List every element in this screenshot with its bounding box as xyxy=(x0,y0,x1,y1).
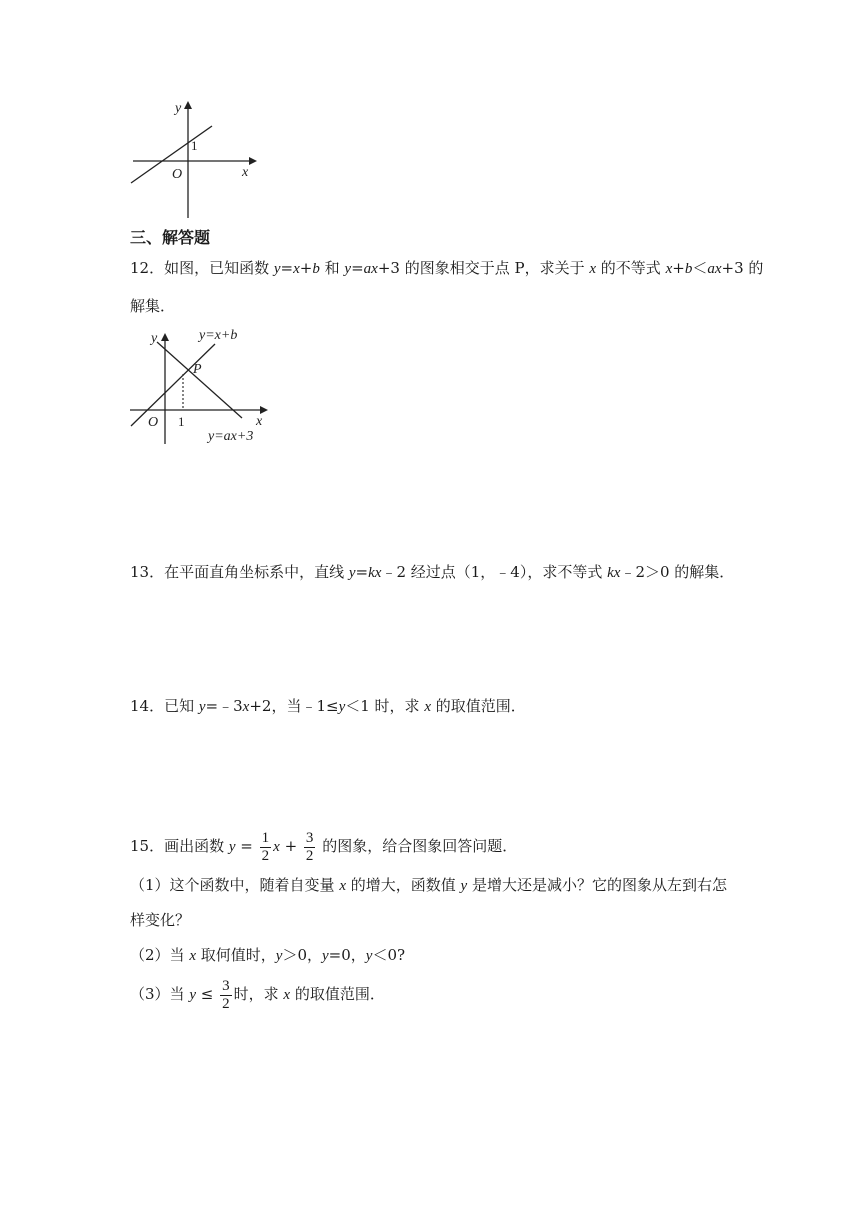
question-14: 14．已知 y=﹣3x+2，当﹣1≤y＜1 时，求 x 的取值范围． xyxy=(130,697,526,715)
question-12-line2: 解集． xyxy=(130,297,176,315)
line1-label: y=x+b xyxy=(199,328,238,343)
question-13: 13．在平面直角坐标系中，直线 y=kx﹣2 经过点（1，﹣4），求不等式 kx﹣2＞0 的解集． xyxy=(130,563,735,581)
section-title: 三、解答题 xyxy=(130,228,211,247)
fraction-three-halves-2: $\frac{3}{2}$ xyxy=(222,977,230,1012)
line-ax-plus-3 xyxy=(157,342,242,418)
origin-label: O xyxy=(148,415,159,430)
x-label: x xyxy=(242,165,249,180)
y-label: y xyxy=(151,331,158,346)
question-15-part3: （3）当 y ≤ $\frac{3}{2}$ 时，求 x 的取值范围． xyxy=(130,977,385,1012)
graph-q12 xyxy=(125,322,275,446)
question-15: 15．画出函数 y = $\frac{1}{2}$ x + $\frac{3}{2}$ 的图象，给合图象回答问题． xyxy=(130,829,518,864)
y-axis-arrow xyxy=(184,101,192,109)
question-12: 12．如图，已知函数 y=x+b 和 y=ax+3 的图象相交于点 P，求关于 x 的不等式 x+b＜ax+3 的 xyxy=(130,259,764,277)
question-15-part1-line2: 样变化？ xyxy=(130,911,191,929)
y-axis-arrow xyxy=(161,333,169,341)
point-label: P xyxy=(193,362,202,377)
question-15-part2: （2）当 x 取何值时，y＞0，y=0，y＜0? xyxy=(130,946,406,964)
origin-label: O xyxy=(172,167,183,182)
x-axis-arrow xyxy=(249,157,257,165)
x-label: x xyxy=(256,414,263,429)
y-label: y xyxy=(175,101,182,116)
x-axis-arrow xyxy=(260,406,268,414)
line2-label: y=ax+3 xyxy=(208,429,254,444)
tick-label: 1 xyxy=(178,414,185,429)
graph-q11 xyxy=(125,98,260,220)
fraction-one-half: $\frac{1}{2}$ xyxy=(261,829,270,864)
question-15-part1: （1）这个函数中，随着自变量 x 的增大，函数值 y 是增大还是减小？它的图象从左到右怎 xyxy=(130,876,727,894)
tick-label: 1 xyxy=(191,138,198,153)
fraction-three-halves: $\frac{3}{2}$ xyxy=(305,829,314,864)
